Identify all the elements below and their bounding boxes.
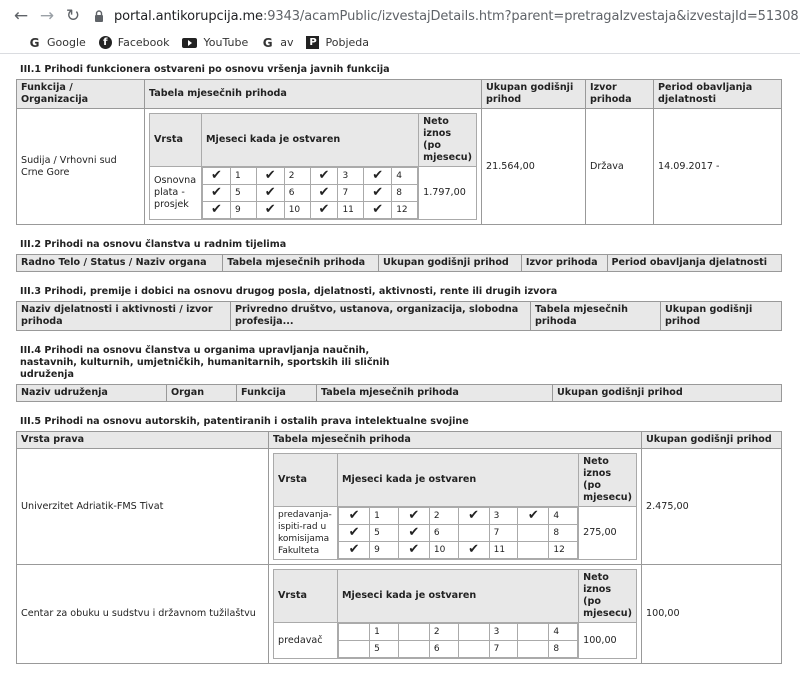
col-header: Izvor prihoda	[586, 80, 654, 109]
cell-vrsta-prava: Centar za obuku u sudstvu i državnom tužilaštvu	[17, 565, 269, 664]
month-number: 6	[284, 185, 310, 202]
month-checkmark-icon	[518, 542, 549, 559]
month-checkmark-icon	[458, 624, 489, 641]
col-header: Neto iznos (po mjesecu)	[419, 114, 477, 167]
cell-neto: 100,00	[579, 623, 637, 659]
bookmark-label: Facebook	[117, 36, 170, 49]
url-path: :9343/acamPublic/izvestajDetails.htm?parent=pretragaIzvestaja&izvestajId=51308	[262, 8, 799, 24]
cell-ukupan: 21.564,00	[482, 109, 586, 225]
month-checkmark-icon: ✔	[256, 168, 284, 185]
months-grid	[338, 507, 578, 559]
month-checkmark-icon	[518, 624, 549, 641]
col-header: Ukupan godišnji prihod	[661, 302, 782, 331]
col-header: Vrsta	[274, 454, 338, 507]
col-header: Neto iznos (po mjesecu)	[579, 570, 637, 623]
month-checkmark-icon: ✔	[364, 185, 392, 202]
month-number: 3	[489, 508, 518, 525]
google-icon: G	[262, 35, 273, 50]
month-checkmark-icon: ✔	[398, 508, 429, 525]
month-number: 8	[549, 525, 578, 542]
other-income-table	[16, 301, 782, 331]
ip-income-table	[16, 431, 782, 664]
month-checkmark-icon	[518, 641, 549, 658]
col-header: Ukupan godišnji prihod	[482, 80, 586, 109]
section-title: III.4 Prihodi na osnovu članstva u organima upravljanja naučnih, nastavnih, kulturnih, umjetničkih, humanitarnih, sportskih ili sličnih udruženja	[20, 345, 390, 380]
forward-arrow-icon[interactable]: →	[39, 6, 55, 26]
month-number: 8	[549, 641, 578, 658]
bookmark-label: YouTube	[203, 36, 249, 49]
month-checkmark-icon	[339, 641, 370, 658]
month-number: 5	[370, 641, 399, 658]
cell-izvor: Država	[586, 109, 654, 225]
month-checkmark-icon	[398, 624, 429, 641]
cell-vrsta: predavanja-ispiti-rad u komisijama Fakulteta	[274, 507, 338, 560]
month-number: 8	[392, 185, 418, 202]
membership-table	[16, 254, 782, 272]
col-header: Period obavljanja djelatnosti	[654, 80, 782, 109]
col-header: Period obavljanja djelatnosti	[607, 255, 782, 272]
month-number: 9	[370, 542, 399, 559]
month-checkmark-icon: ✔	[310, 202, 338, 219]
col-header: Ukupan godišnji prihod	[642, 432, 782, 449]
month-number: 4	[549, 624, 578, 641]
month-checkmark-icon	[518, 525, 549, 542]
col-header: Tabela mjesečnih prihoda	[269, 432, 642, 449]
month-checkmark-icon	[339, 624, 370, 641]
google-icon: G	[29, 35, 40, 50]
month-checkmark-icon	[458, 641, 489, 658]
col-header: Ukupan godišnji prihod	[553, 385, 782, 402]
association-table	[16, 384, 782, 402]
cell-vrsta: predavač	[274, 623, 338, 659]
monthly-table	[273, 569, 637, 659]
bookmark-label: av	[280, 36, 294, 49]
bookmark-label: Google	[47, 36, 86, 49]
address-bar	[0, 0, 800, 32]
month-number: 7	[489, 525, 518, 542]
month-number: 2	[429, 624, 458, 641]
month-number: 12	[549, 542, 578, 559]
month-number: 5	[370, 525, 399, 542]
months-grid	[202, 167, 418, 219]
cell-vrsta: Osnovna plata - prosjek	[150, 167, 202, 220]
col-header: Mjeseci kada je ostvaren	[202, 114, 419, 167]
bookmark-pobjeda[interactable]	[306, 36, 369, 49]
month-checkmark-icon: ✔	[310, 185, 338, 202]
month-checkmark-icon: ✔	[339, 508, 370, 525]
section-iii-1	[16, 64, 782, 225]
monthly-table	[273, 453, 637, 560]
section-title: III.5 Prihodi na osnovu autorskih, patentiranih i ostalih prava intelektualne svojine	[20, 416, 469, 427]
section-iii-2	[16, 239, 782, 272]
month-number: 10	[429, 542, 458, 559]
col-header: Vrsta	[150, 114, 202, 167]
cell-neto: 275,00	[579, 507, 637, 560]
bookmark-label: Pobjeda	[325, 36, 369, 49]
month-checkmark-icon: ✔	[398, 525, 429, 542]
month-checkmark-icon: ✔	[256, 185, 284, 202]
month-checkmark-icon: ✔	[458, 542, 489, 559]
bookmarks-bar	[0, 32, 800, 54]
month-checkmark-icon: ✔	[310, 168, 338, 185]
col-header: Naziv djelatnosti i aktivnosti / izvor prihoda	[17, 302, 231, 331]
col-header: Funkcija / Organizacija	[17, 80, 145, 109]
month-checkmark-icon: ✔	[398, 542, 429, 559]
month-number: 11	[338, 202, 364, 219]
youtube-icon	[182, 38, 197, 48]
col-header: Mjeseci kada je ostvaren	[338, 570, 579, 623]
month-number: 12	[392, 202, 418, 219]
col-header: Neto iznos (po mjesecu)	[579, 454, 637, 507]
section-title: III.2 Prihodi na osnovu članstva u radnim tijelima	[20, 239, 287, 250]
url-host: portal.antikorupcija.me	[114, 8, 263, 24]
month-checkmark-icon: ✔	[364, 168, 392, 185]
month-number: 1	[370, 508, 399, 525]
month-number: 2	[429, 508, 458, 525]
month-number: 10	[284, 202, 310, 219]
lock-icon	[92, 9, 106, 23]
month-checkmark-icon: ✔	[256, 202, 284, 219]
col-header: Naziv udruženja	[17, 385, 167, 402]
col-header: Vrsta	[274, 570, 338, 623]
month-checkmark-icon: ✔	[203, 185, 231, 202]
month-number: 5	[230, 185, 256, 202]
month-number: 9	[230, 202, 256, 219]
month-number: 2	[284, 168, 310, 185]
bookmark-google[interactable]	[28, 36, 86, 49]
month-checkmark-icon: ✔	[203, 202, 231, 219]
cell-neto: 1.797,00	[419, 167, 477, 220]
back-arrow-icon[interactable]: ←	[13, 6, 29, 26]
col-header: Tabela mjesečnih prihoda	[145, 80, 482, 109]
url-field[interactable]	[92, 3, 799, 29]
cell-ukupan: 2.475,00	[642, 449, 782, 565]
month-number: 7	[338, 185, 364, 202]
section-title: III.1 Prihodi funkcionera ostvareni po osnovu vršenja javnih funkcija	[20, 64, 390, 75]
cell-period: 14.09.2017 -	[654, 109, 782, 225]
report-content	[16, 64, 782, 678]
col-header: Radno Telo / Status / Naziv organa	[17, 255, 223, 272]
col-header: Ukupan godišnji prihod	[379, 255, 522, 272]
col-header: Privredno društvo, ustanova, organizacija, slobodna profesija...	[231, 302, 531, 331]
month-checkmark-icon: ✔	[339, 542, 370, 559]
col-header: Mjeseci kada je ostvaren	[338, 454, 579, 507]
bookmark-facebook[interactable]	[99, 36, 170, 49]
col-header: Izvor prihoda	[521, 255, 607, 272]
month-number: 4	[392, 168, 418, 185]
monthly-table	[149, 113, 477, 220]
col-header: Vrsta prava	[17, 432, 269, 449]
cell-vrsta-prava: Univerzitet Adriatik-FMS Tivat	[17, 449, 269, 565]
section-iii-4	[16, 345, 782, 402]
month-number: 4	[549, 508, 578, 525]
month-number: 3	[338, 168, 364, 185]
bookmark-youtube[interactable]	[182, 36, 248, 49]
section-iii-3	[16, 286, 782, 331]
month-checkmark-icon	[458, 525, 489, 542]
col-header: Organ	[167, 385, 237, 402]
months-grid	[338, 623, 578, 658]
col-header: Tabela mjesečnih prihoda	[531, 302, 661, 331]
section-title: III.3 Prihodi, premije i dobici na osnovu drugog posla, djelatnosti, aktivnosti, rente ili drugih izvora	[20, 286, 558, 297]
month-number: 11	[489, 542, 518, 559]
month-number: 1	[230, 168, 256, 185]
col-header: Tabela mjesečnih prihoda	[317, 385, 553, 402]
cell-ukupan: 100,00	[642, 565, 782, 664]
month-number: 7	[489, 641, 518, 658]
section-iii-5	[16, 416, 782, 664]
month-number: 1	[370, 624, 399, 641]
col-header: Tabela mjesečnih prihoda	[223, 255, 379, 272]
pobjeda-icon: P	[306, 36, 319, 49]
col-header: Funkcija	[237, 385, 317, 402]
bookmark-av[interactable]	[261, 36, 293, 49]
month-checkmark-icon: ✔	[458, 508, 489, 525]
month-checkmark-icon: ✔	[339, 525, 370, 542]
month-checkmark-icon: ✔	[203, 168, 231, 185]
month-number: 6	[429, 525, 458, 542]
month-checkmark-icon	[398, 641, 429, 658]
cell-funkcija: Sudija / Vrhovni sud Crne Gore	[17, 109, 145, 225]
month-checkmark-icon: ✔	[518, 508, 549, 525]
income-table	[16, 79, 782, 225]
month-checkmark-icon: ✔	[364, 202, 392, 219]
month-number: 6	[429, 641, 458, 658]
facebook-icon: f	[99, 36, 112, 49]
reload-icon[interactable]: ↻	[65, 6, 81, 26]
month-number: 3	[489, 624, 518, 641]
